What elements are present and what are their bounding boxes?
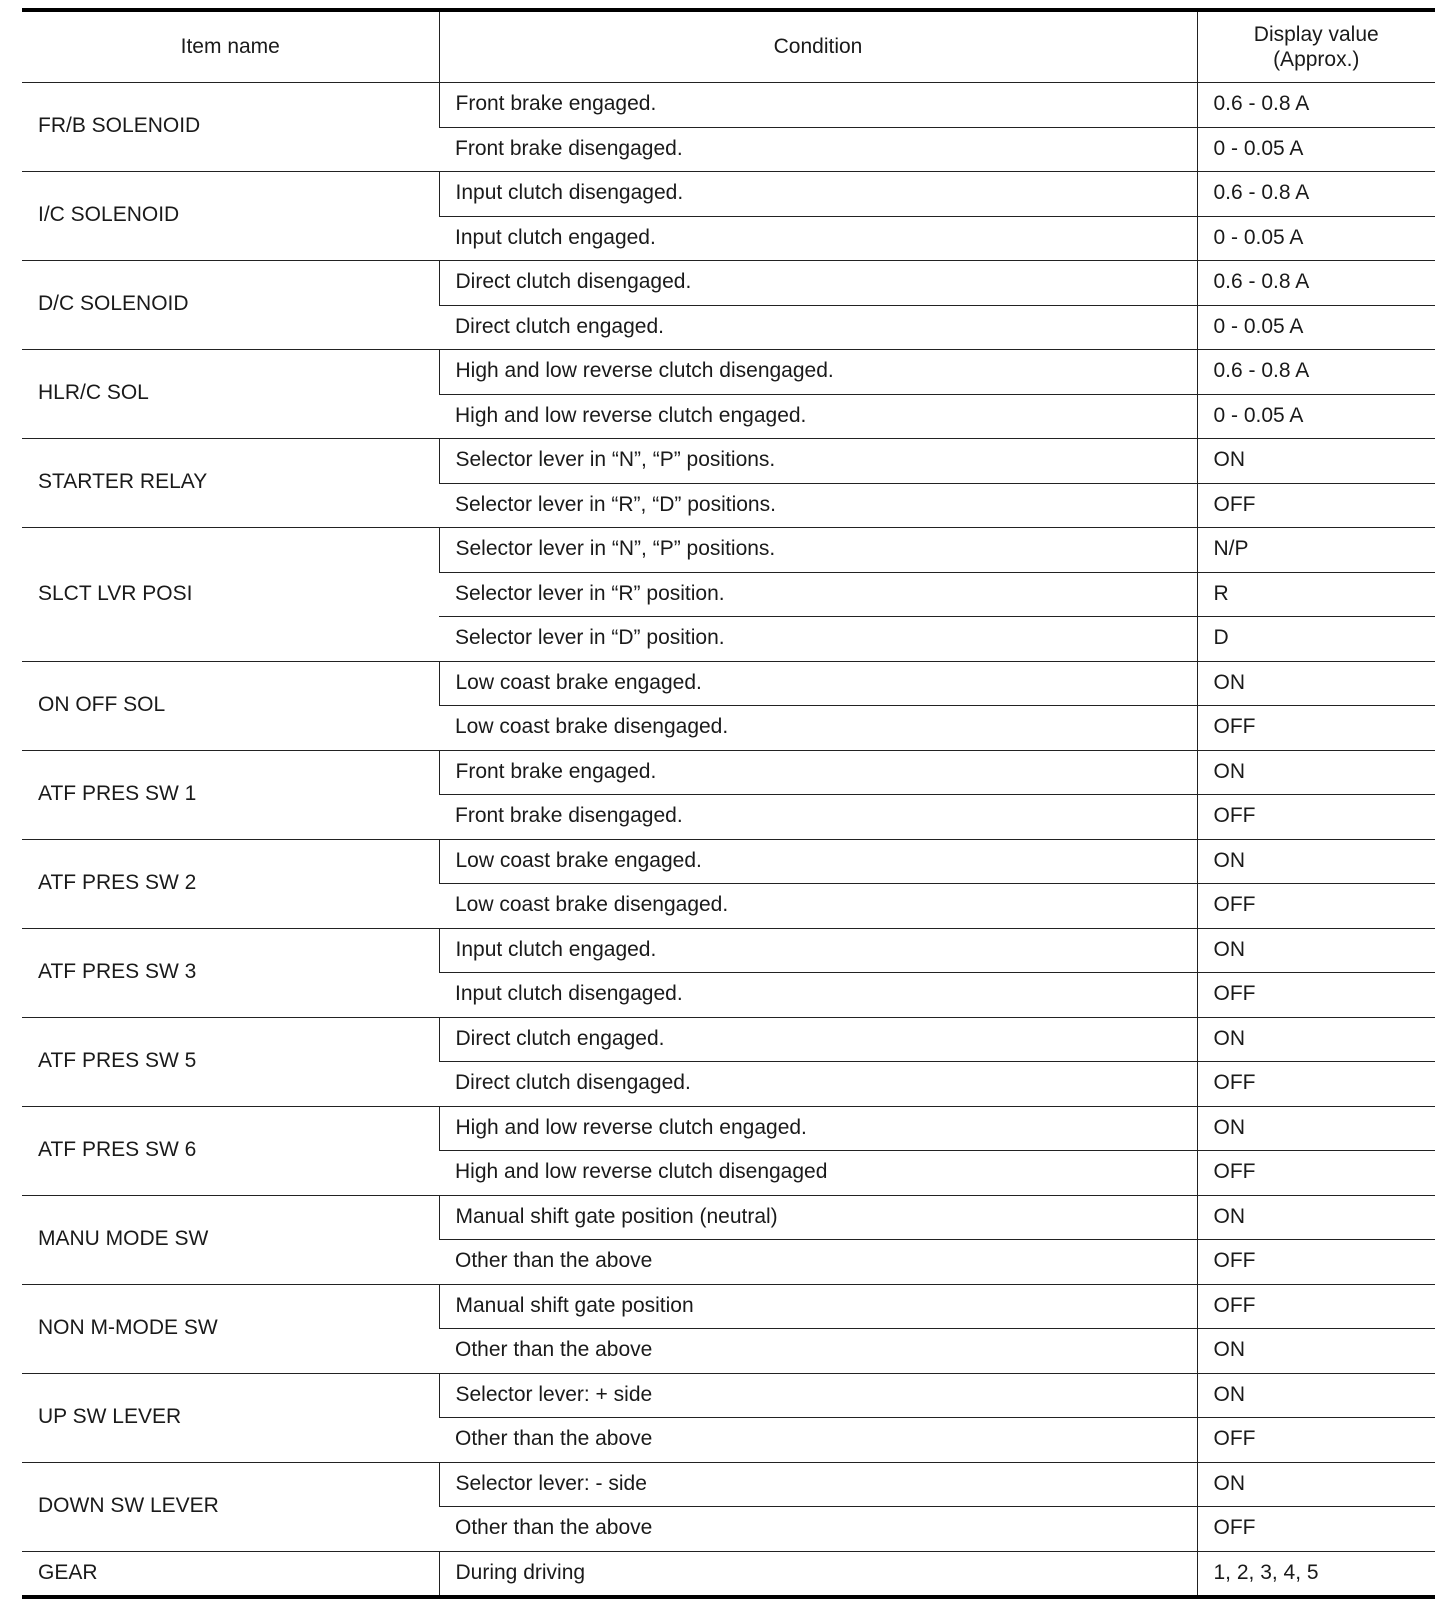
display-value-cell: OFF — [1197, 973, 1435, 1018]
condition-cell: Selector lever in “R”, “D” positions. — [439, 483, 1197, 528]
table-row — [22, 750, 1435, 795]
display-value-cell: OFF — [1197, 1507, 1435, 1552]
display-value-cell: ON — [1197, 1462, 1435, 1507]
condition-cell: Other than the above — [439, 1418, 1197, 1463]
condition-cell: Front brake disengaged. — [439, 795, 1197, 840]
table-row — [22, 83, 1435, 128]
condition-cell: Low coast brake disengaged. — [439, 884, 1197, 929]
display-value-cell: OFF — [1197, 1062, 1435, 1107]
condition-cell: During driving — [439, 1551, 1197, 1597]
display-value-cell: 0.6 - 0.8 A — [1197, 83, 1435, 128]
condition-cell: Selector lever: + side — [439, 1373, 1197, 1418]
item-name-cell: HLR/C SOL — [22, 350, 439, 439]
item-name-cell: MANU MODE SW — [22, 1195, 439, 1284]
item-name-cell: ATF PRES SW 3 — [22, 928, 439, 1017]
table-row — [22, 350, 1435, 395]
condition-cell: Low coast brake engaged. — [439, 839, 1197, 884]
condition-cell: Low coast brake disengaged. — [439, 706, 1197, 751]
item-name-cell: GEAR — [22, 1551, 439, 1597]
item-name-cell: ON OFF SOL — [22, 661, 439, 750]
item-name-cell: DOWN SW LEVER — [22, 1462, 439, 1551]
item-name-cell: D/C SOLENOID — [22, 261, 439, 350]
item-name-cell: ATF PRES SW 1 — [22, 750, 439, 839]
table-body — [22, 83, 1435, 1598]
condition-cell: Selector lever in “N”, “P” positions. — [439, 439, 1197, 484]
condition-cell: Manual shift gate position — [439, 1284, 1197, 1329]
display-value-cell: ON — [1197, 439, 1435, 484]
display-value-cell: ON — [1197, 750, 1435, 795]
table-row — [22, 528, 1435, 573]
display-value-table — [22, 8, 1435, 1599]
display-value-cell: ON — [1197, 1106, 1435, 1151]
display-value-cell: 0 - 0.05 A — [1197, 216, 1435, 261]
header-display-value — [1197, 10, 1435, 83]
table-row — [22, 1017, 1435, 1062]
table-row — [22, 1195, 1435, 1240]
display-value-cell: ON — [1197, 839, 1435, 884]
display-value-cell: OFF — [1197, 1418, 1435, 1463]
condition-cell: High and low reverse clutch disengaged. — [439, 350, 1197, 395]
table-row — [22, 928, 1435, 973]
display-value-cell: ON — [1197, 1195, 1435, 1240]
condition-cell: Input clutch disengaged. — [439, 973, 1197, 1018]
condition-cell: Input clutch engaged. — [439, 216, 1197, 261]
display-value-cell: ON — [1197, 1017, 1435, 1062]
table-row — [22, 1106, 1435, 1151]
condition-cell: Selector lever in “R” position. — [439, 572, 1197, 617]
condition-cell: Selector lever in “D” position. — [439, 617, 1197, 662]
condition-cell: Front brake engaged. — [439, 83, 1197, 128]
table-row — [22, 261, 1435, 306]
item-name-cell: ATF PRES SW 6 — [22, 1106, 439, 1195]
condition-cell: Input clutch engaged. — [439, 928, 1197, 973]
condition-cell: Input clutch disengaged. — [439, 172, 1197, 217]
condition-cell: Front brake engaged. — [439, 750, 1197, 795]
item-name-cell: ATF PRES SW 2 — [22, 839, 439, 928]
table-header — [22, 10, 1435, 83]
display-value-cell: 1, 2, 3, 4, 5 — [1197, 1551, 1435, 1597]
table-row — [22, 172, 1435, 217]
item-name-cell: NON M-MODE SW — [22, 1284, 439, 1373]
condition-cell: High and low reverse clutch disengaged — [439, 1151, 1197, 1196]
item-name-cell: ATF PRES SW 5 — [22, 1017, 439, 1106]
display-value-cell: OFF — [1197, 483, 1435, 528]
header-condition: Condition — [439, 10, 1197, 83]
table-row — [22, 1373, 1435, 1418]
condition-cell: Direct clutch engaged. — [439, 305, 1197, 350]
display-value-cell: 0 - 0.05 A — [1197, 127, 1435, 172]
condition-cell: Manual shift gate position (neutral) — [439, 1195, 1197, 1240]
display-value-cell: ON — [1197, 1373, 1435, 1418]
display-value-cell: R — [1197, 572, 1435, 617]
display-value-cell: ON — [1197, 1329, 1435, 1374]
display-value-cell: 0 - 0.05 A — [1197, 305, 1435, 350]
display-value-cell: 0.6 - 0.8 A — [1197, 261, 1435, 306]
table-row — [22, 661, 1435, 706]
header-display-value-line2: (Approx.) — [1273, 48, 1360, 71]
display-value-cell: 0 - 0.05 A — [1197, 394, 1435, 439]
condition-cell: Other than the above — [439, 1240, 1197, 1285]
item-name-cell: FR/B SOLENOID — [22, 83, 439, 172]
condition-cell: Selector lever in “N”, “P” positions. — [439, 528, 1197, 573]
table-row — [22, 1462, 1435, 1507]
header-row — [22, 10, 1435, 83]
header-item-name: Item name — [22, 10, 439, 83]
item-name-cell: UP SW LEVER — [22, 1373, 439, 1462]
display-value-cell: OFF — [1197, 795, 1435, 840]
condition-cell: High and low reverse clutch engaged. — [439, 394, 1197, 439]
item-name-cell: SLCT LVR POSI — [22, 528, 439, 662]
condition-cell: Front brake disengaged. — [439, 127, 1197, 172]
item-name-cell: I/C SOLENOID — [22, 172, 439, 261]
table-row — [22, 839, 1435, 884]
table-row — [22, 1284, 1435, 1329]
condition-cell: Selector lever: - side — [439, 1462, 1197, 1507]
table-row — [22, 1551, 1435, 1597]
condition-cell: Direct clutch engaged. — [439, 1017, 1197, 1062]
item-name-cell: STARTER RELAY — [22, 439, 439, 528]
condition-cell: Direct clutch disengaged. — [439, 1062, 1197, 1107]
table-row — [22, 439, 1435, 484]
display-value-cell: OFF — [1197, 1240, 1435, 1285]
condition-cell: Other than the above — [439, 1329, 1197, 1374]
display-value-cell: OFF — [1197, 1151, 1435, 1196]
display-value-cell: ON — [1197, 661, 1435, 706]
display-value-cell: N/P — [1197, 528, 1435, 573]
display-value-cell: OFF — [1197, 884, 1435, 929]
display-value-cell: D — [1197, 617, 1435, 662]
condition-cell: Direct clutch disengaged. — [439, 261, 1197, 306]
display-value-cell: OFF — [1197, 706, 1435, 751]
condition-cell: Other than the above — [439, 1507, 1197, 1552]
display-value-cell: 0.6 - 0.8 A — [1197, 172, 1435, 217]
display-value-cell: 0.6 - 0.8 A — [1197, 350, 1435, 395]
display-value-cell: ON — [1197, 928, 1435, 973]
display-value-cell: OFF — [1197, 1284, 1435, 1329]
condition-cell: Low coast brake engaged. — [439, 661, 1197, 706]
condition-cell: High and low reverse clutch engaged. — [439, 1106, 1197, 1151]
header-display-value-line1: Display value — [1253, 22, 1379, 46]
